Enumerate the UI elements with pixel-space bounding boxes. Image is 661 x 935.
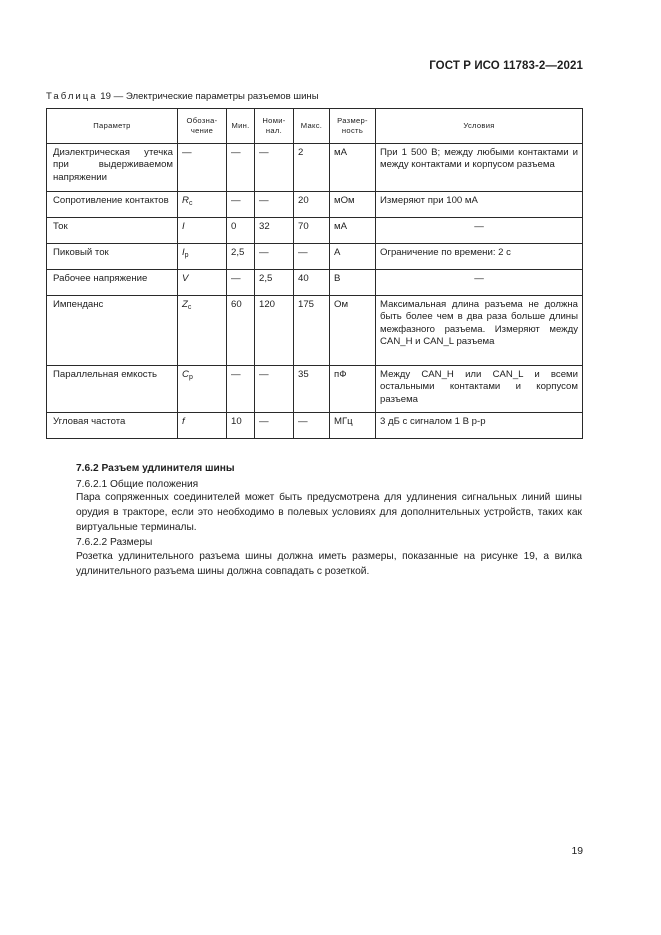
cell-cond: Ограничение по времени: 2 с bbox=[376, 244, 583, 270]
cell-min: 0 bbox=[227, 218, 255, 244]
table-caption-prefix: Таблица bbox=[46, 91, 98, 102]
header-nom: Номи- нал. bbox=[255, 109, 294, 144]
cell-cond: — bbox=[376, 270, 583, 296]
table-row bbox=[47, 413, 583, 439]
cell-max: 40 bbox=[294, 270, 330, 296]
section-7-6-2-1-title: 7.6.2.1 Общие положения bbox=[76, 479, 199, 490]
table-caption-title: — Электрические параметры разъемов шины bbox=[110, 91, 319, 102]
header-param: Параметр bbox=[47, 109, 178, 144]
cell-unit: Ом bbox=[330, 296, 376, 366]
section-7-6-2-1-paragraph bbox=[62, 490, 582, 536]
cell-unit: МГц bbox=[330, 413, 376, 439]
section-7-6-2-2-paragraph bbox=[62, 549, 582, 579]
cell-param: Диэлектрическая утечка при выдерживаемом напряжении bbox=[47, 144, 178, 192]
cell-sym-sub: c bbox=[188, 200, 193, 207]
cell-min: 2,5 bbox=[227, 244, 255, 270]
cell-param: Рабочее напряжение bbox=[47, 270, 178, 296]
document-header: ГОСТ Р ИСО 11783-2—2021 bbox=[429, 60, 583, 72]
cell-max: 20 bbox=[294, 192, 330, 218]
section-7-6-2-1-text: Пара сопряженных соединителей может быть предусмотрена для удлинения сигнальных линий шины орудия в тракторе, если это необходимо в полевых условиях для дополнительных устройств, таких как виртуальные терминалы. bbox=[76, 492, 582, 534]
section-7-6-2-2-text: Розетка удлинительного разъема шины должна иметь размеры, показанные на рисунке 19, а вилка удлинительного разъема шины должна совпадать с розеткой. bbox=[76, 551, 582, 578]
header-unit: Размер- ность bbox=[330, 109, 376, 144]
header-cond: Условия bbox=[376, 109, 583, 144]
cell-cond: 3 дБ с сигналом 1 В р-р bbox=[376, 413, 583, 439]
cell-min: 60 bbox=[227, 296, 255, 366]
parameters-table bbox=[46, 108, 583, 439]
cell-nom: — bbox=[255, 144, 294, 192]
cell-min: — bbox=[227, 366, 255, 413]
table-row bbox=[47, 144, 583, 192]
cell-max: 175 bbox=[294, 296, 330, 366]
cell-nom: 2,5 bbox=[255, 270, 294, 296]
page-number: 19 bbox=[571, 846, 583, 857]
cell-sym-sub: p bbox=[188, 374, 193, 381]
cell-sym bbox=[178, 144, 227, 192]
cell-sym bbox=[178, 218, 227, 244]
cell-sym-main: f bbox=[182, 416, 185, 427]
cell-sym-sub: c bbox=[187, 304, 192, 311]
cell-unit: пФ bbox=[330, 366, 376, 413]
cell-sym-main: I bbox=[182, 247, 185, 258]
cell-sym-main: I bbox=[182, 221, 185, 232]
cell-min: 10 bbox=[227, 413, 255, 439]
cell-max: 2 bbox=[294, 144, 330, 192]
cell-sym-main: V bbox=[182, 273, 189, 284]
table-row bbox=[47, 366, 583, 413]
table-row bbox=[47, 218, 583, 244]
cell-nom: — bbox=[255, 366, 294, 413]
table-header-row bbox=[47, 109, 583, 144]
cell-sym bbox=[178, 244, 227, 270]
cell-nom: — bbox=[255, 413, 294, 439]
cell-cond: Максимальная длина разъема не должна быть более чем в два раза больше длины межфазного разъема. Измеряют между CAN_H и CAN_L разъема bbox=[376, 296, 583, 366]
header-sym: Обозна- чение bbox=[178, 109, 227, 144]
cell-sym-sub: p bbox=[184, 252, 189, 259]
cell-sym bbox=[178, 413, 227, 439]
cell-max: 70 bbox=[294, 218, 330, 244]
cell-unit: мА bbox=[330, 218, 376, 244]
cell-unit: В bbox=[330, 270, 376, 296]
section-7-6-2-2-title: 7.6.2.2 Размеры bbox=[76, 537, 153, 548]
cell-param: Импенданс bbox=[47, 296, 178, 366]
cell-unit: А bbox=[330, 244, 376, 270]
cell-sym-main: C bbox=[182, 369, 189, 380]
cell-sym-main: — bbox=[182, 147, 192, 158]
cell-cond: При 1 500 В; между любыми контактами и между контактами и корпусом разъема bbox=[376, 144, 583, 192]
cell-max: — bbox=[294, 413, 330, 439]
table-caption bbox=[46, 91, 319, 102]
cell-cond: — bbox=[376, 218, 583, 244]
cell-min: — bbox=[227, 192, 255, 218]
cell-param: Ток bbox=[47, 218, 178, 244]
cell-cond: Измеряют при 100 мА bbox=[376, 192, 583, 218]
cell-sym-main: Z bbox=[182, 299, 188, 310]
cell-unit: мОм bbox=[330, 192, 376, 218]
cell-sym bbox=[178, 192, 227, 218]
cell-param: Пиковый ток bbox=[47, 244, 178, 270]
cell-max: — bbox=[294, 244, 330, 270]
header-min: Мин. bbox=[227, 109, 255, 144]
cell-max: 35 bbox=[294, 366, 330, 413]
cell-min: — bbox=[227, 270, 255, 296]
table-row bbox=[47, 270, 583, 296]
cell-param: Угловая частота bbox=[47, 413, 178, 439]
cell-min: — bbox=[227, 144, 255, 192]
cell-cond: Между CAN_H или CAN_L и всеми остальными контактами и корпусом разъема bbox=[376, 366, 583, 413]
cell-nom: 32 bbox=[255, 218, 294, 244]
table-row bbox=[47, 192, 583, 218]
header-max: Макс. bbox=[294, 109, 330, 144]
cell-sym bbox=[178, 296, 227, 366]
cell-nom: — bbox=[255, 244, 294, 270]
cell-sym-main: R bbox=[182, 195, 189, 206]
cell-sym bbox=[178, 270, 227, 296]
table-caption-number: 19 bbox=[97, 91, 111, 102]
cell-sym bbox=[178, 366, 227, 413]
section-7-6-2-title: 7.6.2 Разъем удлинителя шины bbox=[76, 463, 235, 474]
cell-param: Параллельная емкость bbox=[47, 366, 178, 413]
cell-nom: 120 bbox=[255, 296, 294, 366]
table-row bbox=[47, 244, 583, 270]
cell-unit: мА bbox=[330, 144, 376, 192]
cell-param: Сопротивление контактов bbox=[47, 192, 178, 218]
table-row bbox=[47, 296, 583, 366]
cell-nom: — bbox=[255, 192, 294, 218]
